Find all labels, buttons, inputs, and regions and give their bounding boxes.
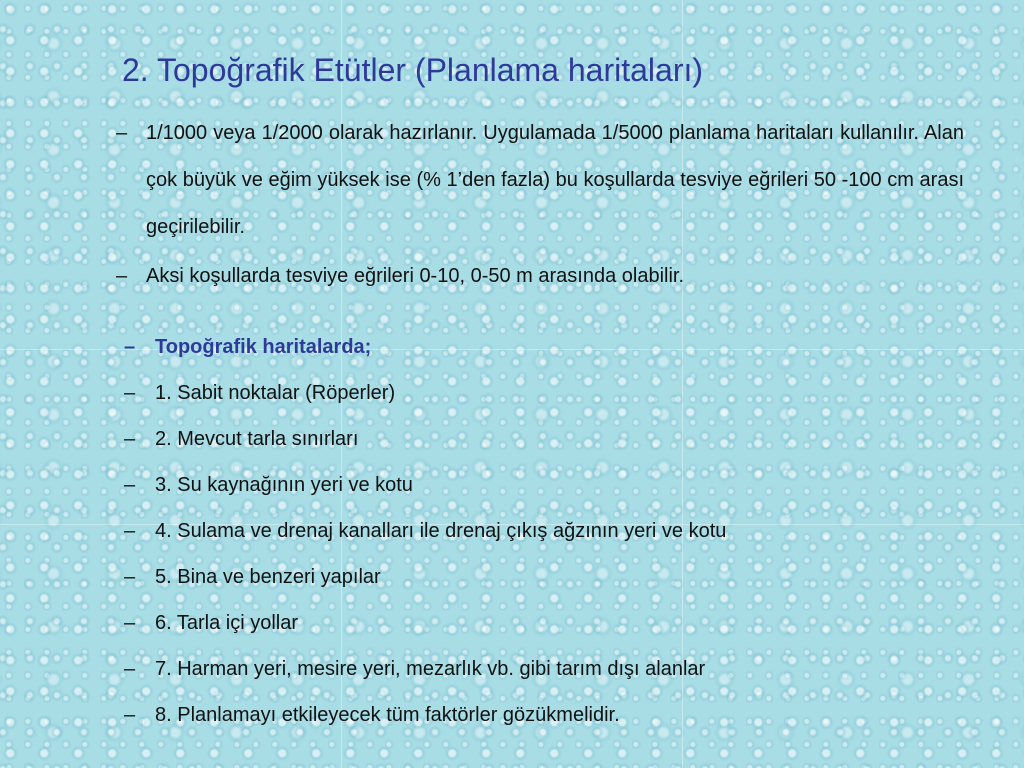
bullet-dash: – — [124, 520, 136, 542]
list-item — [124, 646, 984, 692]
list-item — [124, 462, 984, 508]
bullet-dash: – — [124, 428, 136, 450]
paragraph-text: 1/1000 veya 1/2000 olarak hazırlanır. Uygulamada 1/5000 planlama haritaları kullanılır. Alan çok büyük ve eğim yüksek ise (% 1’den fazla) bu koşullarda tesviye eğrileri 50 -100 cm arası geçirilebilir. — [146, 122, 964, 238]
bullet-dash: – — [124, 336, 136, 358]
list-item — [124, 600, 984, 646]
bullet-dash: – — [124, 612, 136, 634]
paragraph-scale — [116, 110, 964, 251]
list-item-text: 8. Planlamayı etkileyecek tüm faktörler gözükmelidir. — [155, 704, 620, 726]
paragraph-text: Aksi koşullarda tesviye eğrileri 0-10, 0-50 m arasında olabilir. — [146, 265, 685, 287]
list-item — [124, 370, 984, 416]
bullet-dash: – — [116, 122, 128, 144]
list-item-text: 5. Bina ve benzeri yapılar — [155, 566, 381, 588]
list-item-text: 7. Harman yeri, mesire yeri, mezarlık vb. gibi tarım dışı alanlar — [155, 658, 706, 680]
paragraph-other-conditions — [116, 253, 964, 300]
list-item — [124, 692, 984, 738]
bullet-dash: – — [124, 474, 136, 496]
bullet-dash: – — [124, 382, 136, 404]
bullet-dash: – — [124, 658, 136, 680]
list-item-text: 2. Mevcut tarla sınırları — [155, 428, 359, 450]
list-item — [124, 508, 984, 554]
list-item-text: 4. Sulama ve drenaj kanalları ile drenaj çıkış ağzının yeri ve kotu — [155, 520, 727, 542]
list-item — [124, 416, 984, 462]
list-item-text: 1. Sabit noktalar (Röperler) — [155, 382, 396, 404]
bullet-dash: – — [124, 704, 136, 726]
list-item-text: 3. Su kaynağının yeri ve kotu — [155, 474, 413, 496]
list-item — [124, 554, 984, 600]
list-heading — [124, 324, 984, 370]
slide-title: 2. Topoğrafik Etütler (Planlama haritaları) — [122, 52, 704, 88]
topographic-map-list — [124, 324, 984, 738]
bullet-dash: – — [116, 265, 128, 287]
list-heading-text: Topoğrafik haritalarda; — [155, 336, 372, 358]
bullet-dash: – — [124, 566, 136, 588]
list-item-text: 6. Tarla içi yollar — [155, 612, 299, 634]
